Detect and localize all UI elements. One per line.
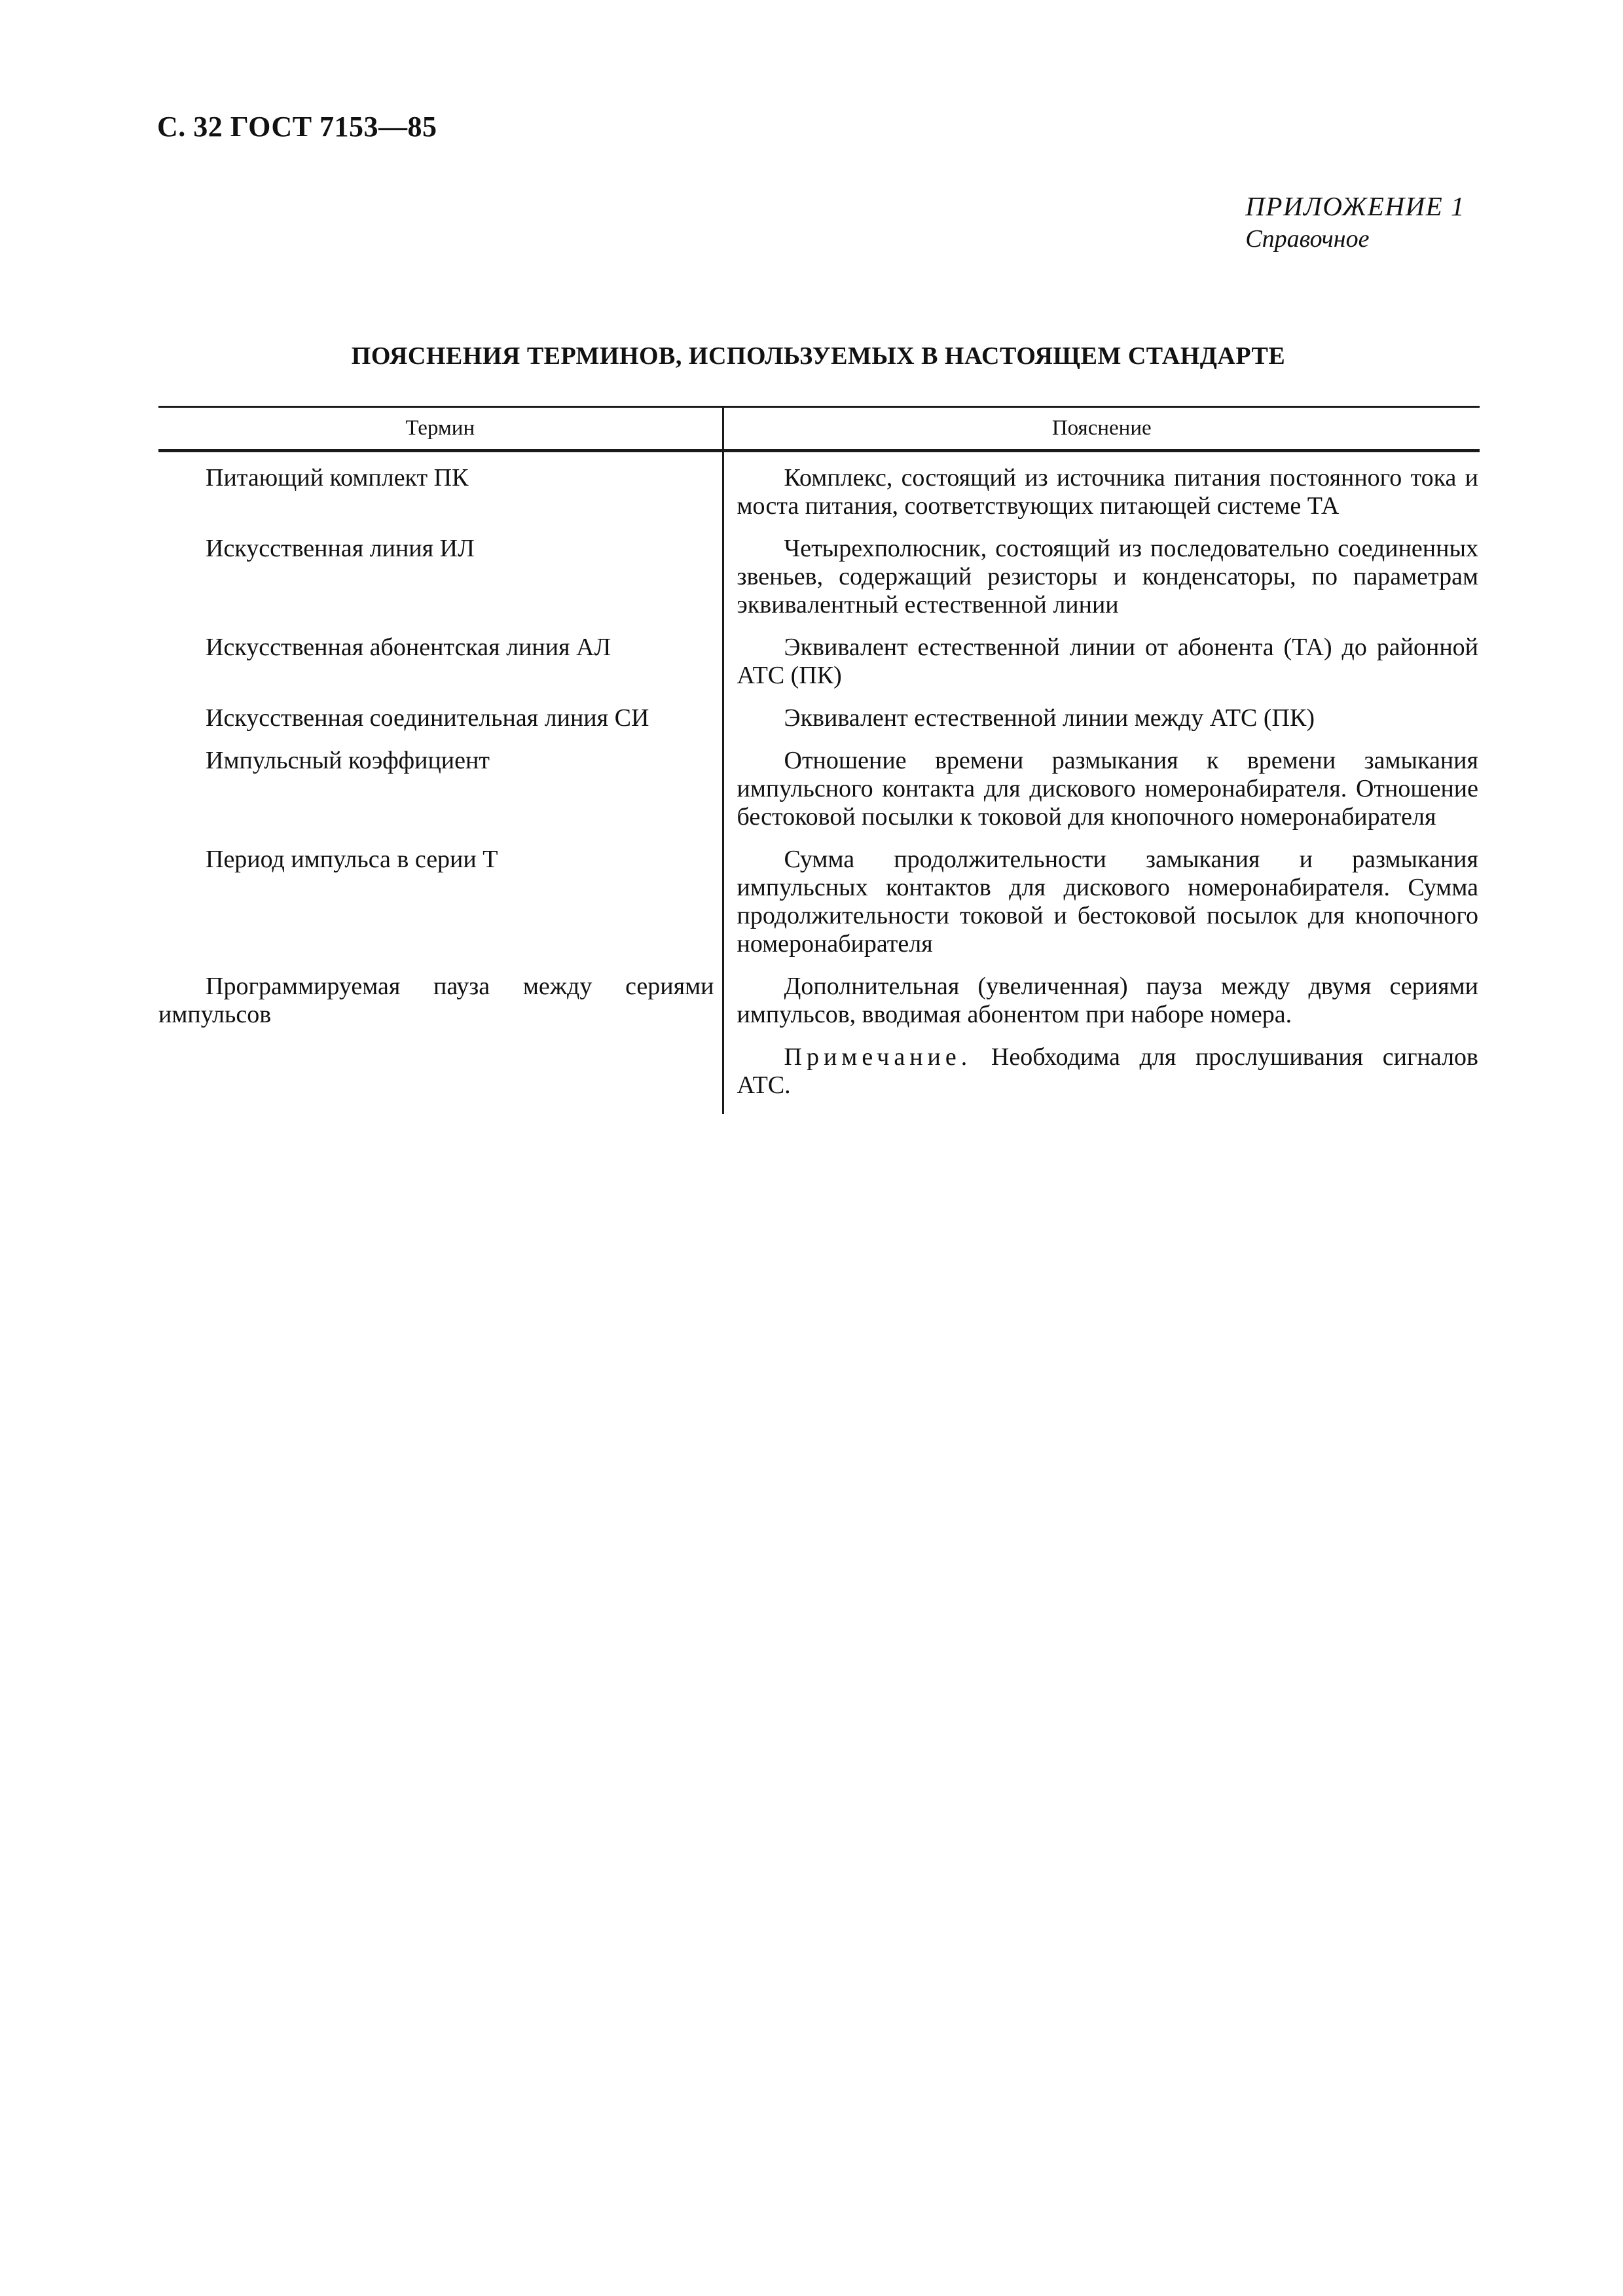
table-row <box>158 973 1480 1043</box>
term-cell: Импульсный коэффициент <box>158 747 723 846</box>
column-header-term: Термин <box>158 407 723 451</box>
explanation-cell: Эквивалент естественной линии между АТС (ПК) <box>784 704 1315 732</box>
note-cell <box>723 1043 1480 1114</box>
appendix-block <box>1245 190 1465 255</box>
table-note-row <box>158 1043 1480 1114</box>
note-label: Примечание. <box>784 1043 972 1071</box>
appendix-subtitle: Справочное <box>1245 225 1370 253</box>
table-row <box>158 634 1480 704</box>
term-cell: Искусственная соединительная линия СИ <box>158 704 723 747</box>
term-cell: Питающий комплект ПК <box>158 451 723 535</box>
explanation-cell: Комплекс, состоящий из источника питания постоянного тока и моста питания, соответствующих питающей системе ТА <box>737 464 1478 520</box>
table-row <box>158 747 1480 846</box>
explanation-cell: Сумма продолжительности замыкания и размыкания импульсных контактов для дискового номеронабирателя. Сумма продолжительности токовой и бестоковой посылок для кнопочного номеронабирателя <box>737 846 1478 958</box>
term-cell: Программируемая пауза между сериями импульсов <box>158 973 723 1043</box>
term-cell: Искусственная линия ИЛ <box>158 535 723 634</box>
explanation-cell: Эквивалент естественной линии от абонента (ТА) до районной АТС (ПК) <box>737 634 1478 689</box>
explanation-cell: Четырехполюсник, состоящий из последовательно соединенных звеньев, содержащий резисторы и конденсаторы, по параметрам эквивалентный естественной линии <box>737 535 1478 619</box>
note-text: Необходима для прослушивания сигналов АТС. <box>737 1043 1479 1099</box>
explanation-cell: Отношение времени размыкания к времени замыкания импульсного контакта для дискового номеронабирателя. Отношение бестоковой посылки к токовой для кнопочного номеронабирателя <box>737 747 1478 831</box>
page-header: С. 32 ГОСТ 7153—85 <box>157 111 437 143</box>
document-title: ПОЯСНЕНИЯ ТЕРМИНОВ, ИСПОЛЬЗУЕМЫХ В НАСТОЯЩЕМ СТАНДАРТЕ <box>351 342 1286 370</box>
empty-term-cell <box>158 1043 723 1114</box>
table-row <box>158 846 1480 973</box>
table-row <box>158 704 1480 747</box>
term-cell: Период импульса в серии T <box>158 846 723 973</box>
appendix-title: ПРИЛОЖЕНИЕ 1 <box>1245 191 1465 221</box>
table-row <box>158 451 1480 535</box>
term-cell: Искусственная абонентская линия АЛ <box>158 634 723 704</box>
table-header-row <box>158 407 1480 451</box>
explanation-cell: Дополнительная (увеличенная) пауза между двумя сериями импульсов, вводимая абонентом при наборе номера. <box>737 973 1478 1028</box>
terms-table <box>158 406 1480 1114</box>
table-row <box>158 535 1480 634</box>
column-header-explanation: Пояснение <box>1051 416 1152 440</box>
